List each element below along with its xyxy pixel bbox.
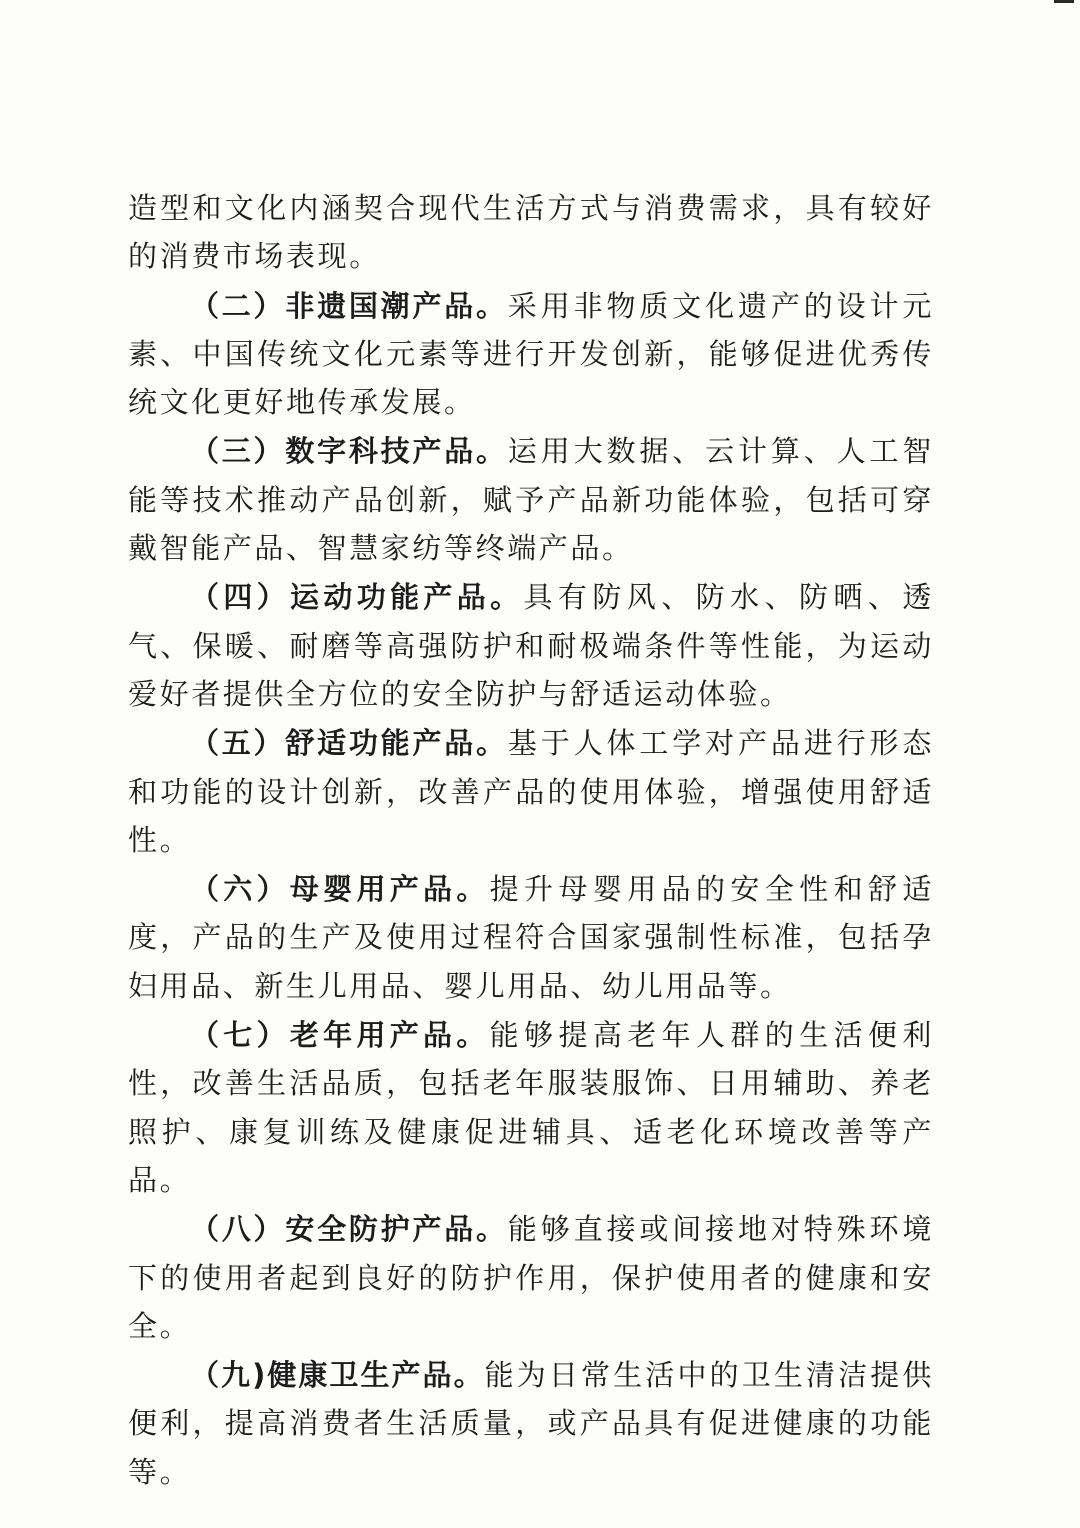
paragraph-continuation [128,184,934,281]
item-heading: （八）安全防护产品。 [190,1212,508,1247]
paragraph-item-5 [128,719,934,864]
item-heading: （五）舒适功能产品。 [190,726,508,761]
item-heading: （二）非遗国潮产品。 [190,288,508,323]
paragraph-text: 造型和文化内涵契合现代生活方式与消费需求，具有较好的消费市场表现。 [128,191,934,274]
paragraph-text: 能为日常生活中的卫生清洁提供便利，提高消费者生活质量，或产品具有促进健康的功能等。 [128,1358,934,1489]
paragraph-text: 提升母婴用品的安全性和舒适度，产品的生产及使用过程符合国家强制性标准，包括孕妇用品、新生儿用品、婴儿用品、幼儿用品等。 [128,872,934,1003]
paragraph-text: 基于人体工学对产品进行形态和功能的设计创新，改善产品的使用体验，增强使用舒适性。 [128,726,934,857]
item-heading: （七）老年用产品。 [190,1018,490,1053]
item-heading: （六）母婴用产品。 [190,872,490,907]
paragraph-item-3 [128,427,934,572]
item-heading: （九)健康卫生产品。 [190,1358,485,1393]
paragraph-text: 运用大数据、云计算、人工智能等技术推动产品创新，赋予产品新功能体验，包括可穿戴智能产品、智慧家纺等终端产品。 [128,434,934,566]
item-heading: （四）运动功能产品。 [190,580,524,615]
scan-edge-mark [1054,0,1074,3]
document-body [128,184,934,1497]
paragraph-item-8 [128,1205,934,1350]
paragraph-text: 采用非物质文化遗产的设计元素、中国传统文化元素等进行开发创新，能够促进优秀传统文化更好地传承发展。 [128,288,934,420]
paragraph-item-9 [128,1351,934,1496]
paragraph-text: 具有防风、防水、防晒、透气、保暖、耐磨等高强防护和耐极端条件等性能，为运动爱好者提供全方位的安全防护与舒适运动体验。 [128,580,934,711]
paragraph-item-6 [128,865,934,1010]
paragraph-item-7 [128,1011,934,1204]
paragraph-text: 能够提高老年人群的生活便利性，改善生活品质，包括老年服装服饰、日用辅助、养老照护、康复训练及健康促进辅具、适老化环境改善等产品。 [128,1018,934,1197]
paragraph-item-2 [128,282,934,427]
paragraph-item-4 [128,573,934,718]
paragraph-text: 能够直接或间接地对特殊环境下的使用者起到良好的防护作用，保护使用者的健康和安全。 [128,1212,934,1343]
item-heading: （三）数字科技产品。 [190,434,508,469]
